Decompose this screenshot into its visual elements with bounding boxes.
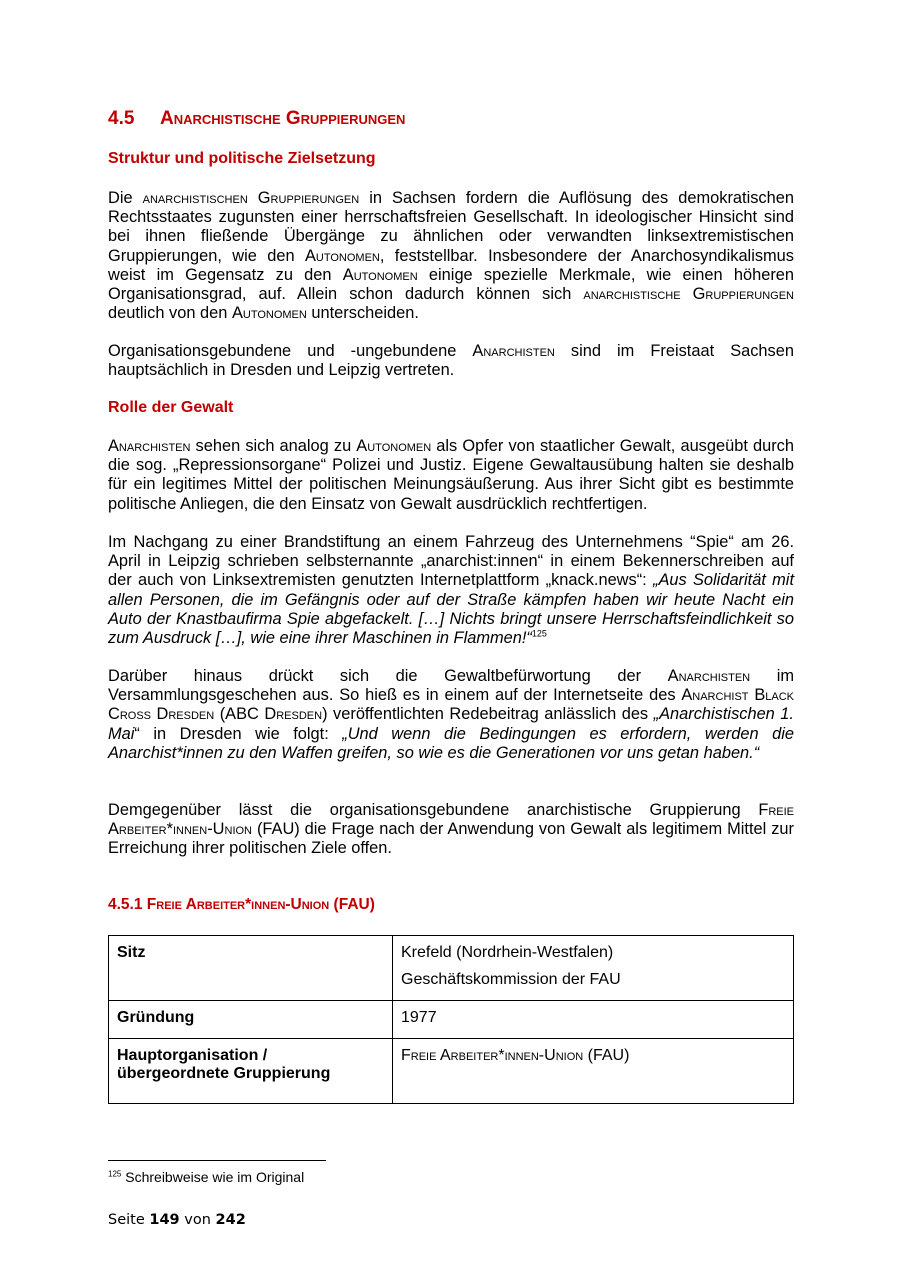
table-key-seat: Sitz: [109, 936, 393, 1001]
organization-info-table: [108, 935, 794, 1104]
quote-may-day: „Und wenn die Bedingungen es erfordern, werden die Anarchist*innen zu den Waffen greifen, so wie es die Generationen vor uns getan haben.“: [108, 724, 794, 762]
paragraph-fau: Demgegenüber lässt die organisationsgebundene anarchistische Gruppierung Freie Arbeiter*innen-Union (FAU) die Frage nach der Anwendung von Gewalt als legitimem Mittel zur Erreichung ihrer politischen Ziele offen.: [108, 801, 794, 858]
paragraph-regions: Organisationsgebundene und -ungebundene Anarchisten sind im Freistaat Sachsen hauptsächlich in Dresden und Leipzig vertreten.: [108, 342, 794, 380]
footnote-divider: [108, 1160, 326, 1161]
table-value-seat: Krefeld (Nordrhein-Westfalen) Geschäftskommission der FAU: [393, 936, 794, 1001]
page-number: Seite 149 von 242: [108, 1212, 246, 1228]
paragraph-structure: Die anarchistischen Gruppierungen in Sachsen fordern die Auflösung des demokratischen Rechtsstaates zugunsten einer herrschaftsfreien Gesellschaft. In ideologischer Hinsicht sind bei ihnen fließende Übergänge zu ähnlichen oder verwandten linksextremistischen Gruppierungen, wie den Autonomen, feststellbar. Insbesondere der Anarchosyndikalismus weist im Gegensatz zu den Autonomen einige spezielle Merkmale, wie einen höheren Organisationsgrad, auf. Allein schon dadurch können sich anarchistische Gruppierungen deutlich von den Autonomen unterscheiden.: [108, 189, 795, 323]
table-value-founded: 1977: [393, 1001, 794, 1039]
table-key-parent-org: Hauptorganisation / übergeordnete Gruppierung: [109, 1039, 393, 1104]
paragraph-violence: Anarchisten sehen sich analog zu Autonomen als Opfer von staatlicher Gewalt, ausgeübt durch die sog. „Repressionsorgane“ Polizei und Justiz. Eigene Gewaltausübung halten sie deshalb für ein legitimes Mittel der politischen Meinungsäußerung. Aus ihrer Sicht gibt es bestimmte politische Anliegen, die den Einsatz von Gewalt ausdrücklich rechtfertigen.: [108, 437, 794, 513]
quote-arson: „Aus Solidarität mit allen Personen, die im Gefängnis oder auf der Straße kämpfen haben wir heute Nacht ein Auto der Knastbaufirma Spie abgefackelt. […] Nichts bringt unsere Herrschaftsfeindlichkeit so zum Ausdruck […], wie eine ihrer Maschinen in Flammen!“: [108, 571, 795, 648]
paragraph-arson: Im Nachgang zu einer Brandstiftung an einem Fahrzeug des Unternehmens “Spie“ am 26. April in Leipzig schrieben selbsternannte „anarchist:innen“ in einem Bekennerschreiben auf der auch von Linksextremisten genutzten Internetplattform „knack.news“: „Aus Solidarität mit allen Personen, die im Gefängnis oder auf der Straße kämpfen haben wir heute Nacht ein Auto der Knastbaufirma Spie abgefackelt. […] Nichts bringt unsere Herrschaftsfeindlichkeit so zum Ausdruck […], wie eine ihrer Maschinen in Flammen!“$^{125}$: [108, 533, 795, 648]
footnote: $^{125}$ Schreibweise wie im Original: [108, 1169, 305, 1185]
table-row: [109, 1039, 794, 1104]
subheading-fau: 4.5.1 Freie Arbeiter*innen-Union (FAU): [108, 896, 375, 913]
table-row: [109, 1001, 794, 1039]
section-number: 4.5: [108, 108, 135, 129]
section-title: Anarchistische Gruppierungen: [160, 108, 406, 129]
table-value-parent-org: Freie Arbeiter*innen-Union (FAU): [393, 1039, 794, 1104]
table-key-founded: Gründung: [109, 1001, 393, 1039]
subheading-structure: Struktur und politische Zielsetzung: [108, 150, 376, 167]
subheading-violence: Rolle der Gewalt: [108, 399, 234, 416]
table-row: [109, 936, 794, 1001]
footnote-ref: 125: [531, 628, 547, 639]
paragraph-may-day: Darüber hinaus drückt sich die Gewaltbefürwortung der Anarchisten im Versammlungsgeschehen aus. So hieß es in einem auf der Internetseite des Anarchist Black Cross Dresden (ABC Dresden) veröffentlichten Redebeitrag anlässlich des „Anarchistischen 1. Mai“ in Dresden wie folgt: „Und wenn die Bedingungen es erfordern, werden die Anarchist*innen zu den Waffen greifen, so wie es die Generationen vor uns getan haben.“: [108, 667, 794, 762]
section-heading: [108, 108, 405, 130]
